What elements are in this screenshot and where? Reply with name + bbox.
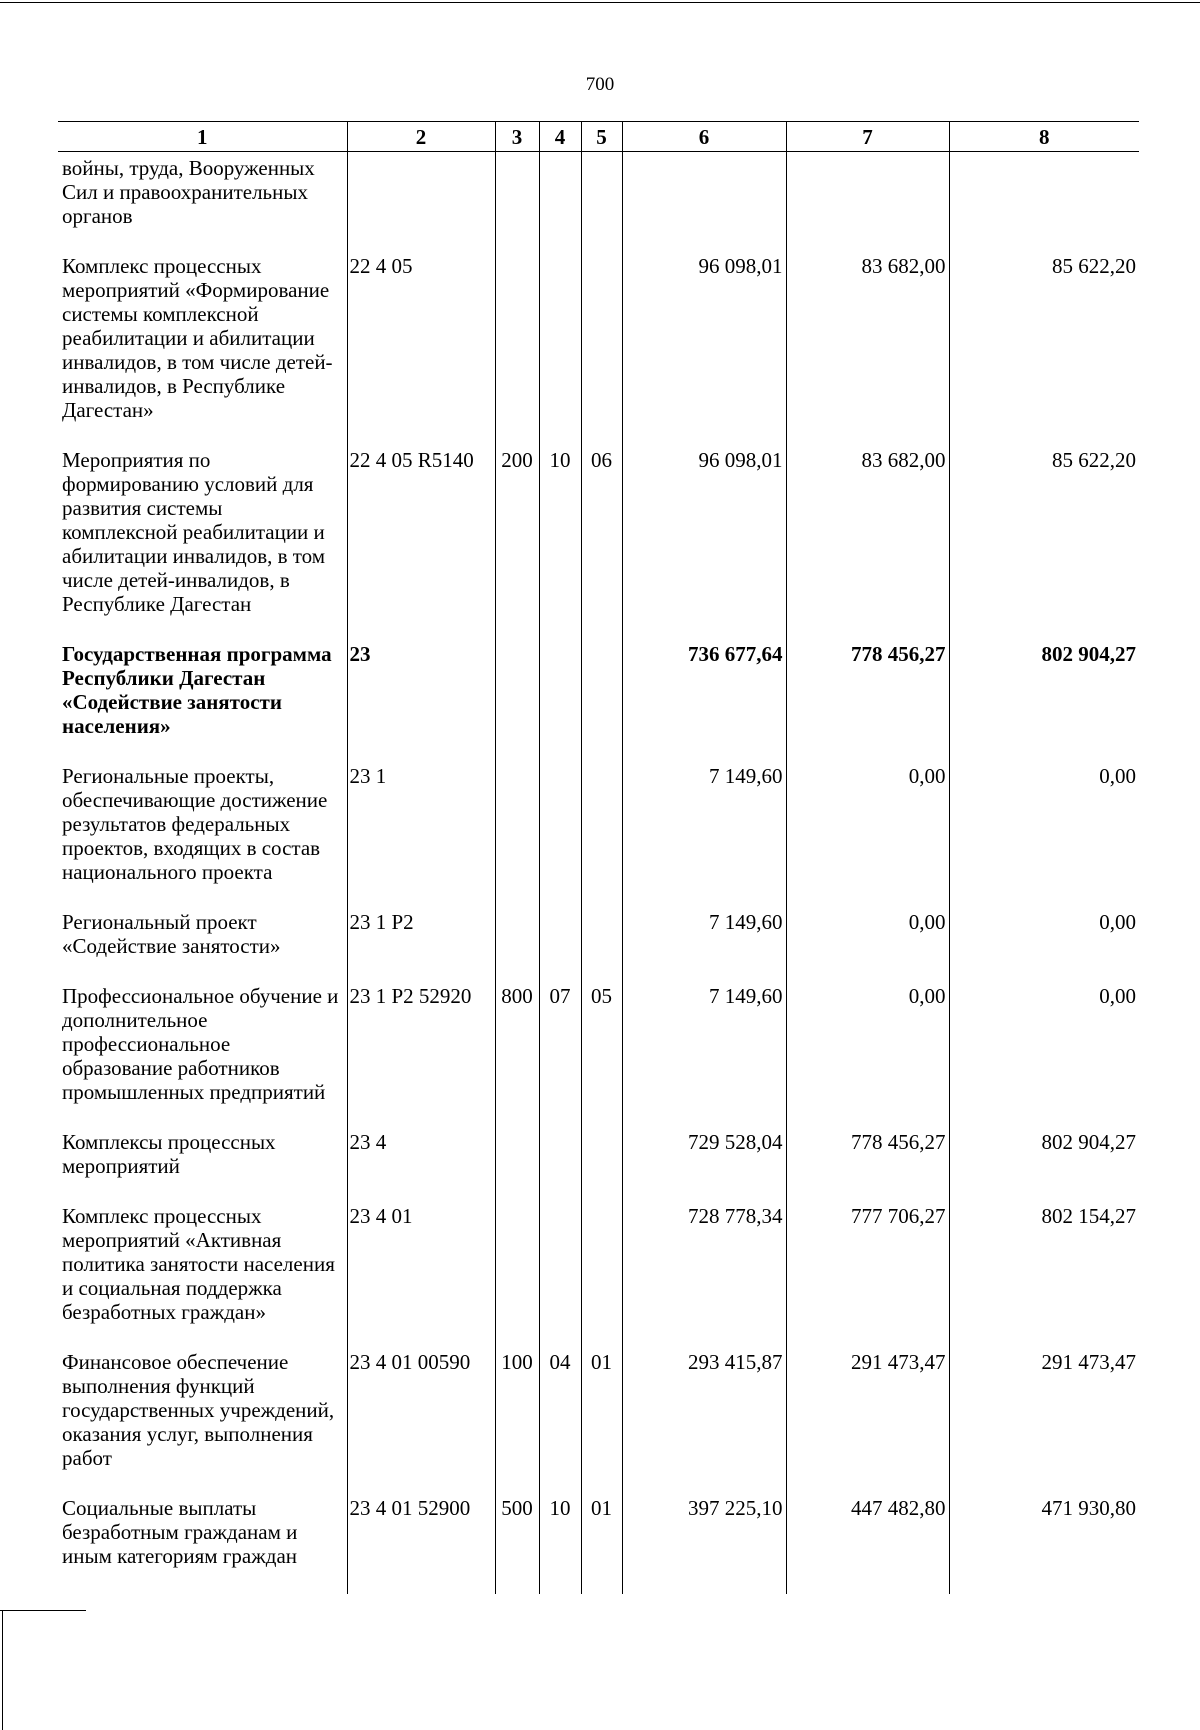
row-code-cell: 23 1 P2 [347, 910, 495, 984]
row-value8-cell: 0,00 [949, 764, 1139, 910]
row-col4-cell: 07 [539, 984, 581, 1130]
row-name-cell: Региональные проекты, обеспечивающие достижение результатов федеральных проектов, входящих в состав национального проекта [58, 764, 347, 910]
row-value7-cell: 0,00 [786, 910, 949, 984]
row-value8-cell: 471 930,80 [949, 1496, 1139, 1594]
row-value7-cell: 0,00 [786, 984, 949, 1130]
row-name-cell: Комплекс процессных мероприятий «Активная политика занятости населения и социальная поддержка безработных граждан» [58, 1204, 347, 1350]
row-code-cell: 23 1 [347, 764, 495, 910]
row-col5-cell [581, 1204, 622, 1350]
row-name-cell: Социальные выплаты безработным гражданам и иным категориям граждан [58, 1496, 347, 1594]
row-value6-cell: 728 778,34 [622, 1204, 786, 1350]
row-value8-cell: 802 904,27 [949, 642, 1139, 764]
row-name-cell: Комплексы процессных мероприятий [58, 1130, 347, 1204]
row-col3-cell [495, 764, 539, 910]
row-name-cell: войны, труда, Вооруженных Сил и правоохранительных органов [58, 152, 347, 255]
col-header-8: 8 [949, 122, 1139, 152]
row-name-cell: Комплекс процессных мероприятий «Формирование системы комплексной реабилитации и абилитации инвалидов, в том числе детей-инвалидов, в Республике Дагестан» [58, 254, 347, 448]
row-col3-cell: 100 [495, 1350, 539, 1496]
row-col4-cell [539, 642, 581, 764]
row-code-cell: 23 [347, 642, 495, 764]
row-value7-cell: 83 682,00 [786, 448, 949, 642]
row-value8-cell [949, 152, 1139, 255]
row-col3-cell [495, 254, 539, 448]
row-value8-cell: 291 473,47 [949, 1350, 1139, 1496]
row-col4-cell: 10 [539, 448, 581, 642]
row-value7-cell: 447 482,80 [786, 1496, 949, 1594]
row-value8-cell: 802 154,27 [949, 1204, 1139, 1350]
row-col4-cell [539, 910, 581, 984]
row-name-cell: Мероприятия по формированию условий для развития системы комплексной реабилитации и абилитации инвалидов, в том числе детей-инвалидов, в Республике Дагестан [58, 448, 347, 642]
row-code-cell: 23 4 01 52900 [347, 1496, 495, 1594]
col-header-6: 6 [622, 122, 786, 152]
row-code-cell: 22 4 05 [347, 254, 495, 448]
row-name-cell: Государственная программа Республики Дагестан «Содействие занятости населения» [58, 642, 347, 764]
row-value6-cell: 7 149,60 [622, 764, 786, 910]
row-col5-cell [581, 152, 622, 255]
col-header-4: 4 [539, 122, 581, 152]
table-row [58, 1496, 1139, 1594]
row-value8-cell: 85 622,20 [949, 448, 1139, 642]
row-code-cell: 22 4 05 R5140 [347, 448, 495, 642]
row-col4-cell [539, 1204, 581, 1350]
top-border-line [0, 2, 1200, 3]
row-value7-cell: 0,00 [786, 764, 949, 910]
table-row [58, 1204, 1139, 1350]
row-value8-cell: 0,00 [949, 984, 1139, 1130]
row-value6-cell: 96 098,01 [622, 448, 786, 642]
row-col4-cell: 04 [539, 1350, 581, 1496]
table-row [58, 448, 1139, 642]
row-col3-cell [495, 642, 539, 764]
table-row [58, 910, 1139, 984]
row-value7-cell: 778 456,27 [786, 642, 949, 764]
table-row [58, 1130, 1139, 1204]
col-header-7: 7 [786, 122, 949, 152]
col-header-3: 3 [495, 122, 539, 152]
col-header-2: 2 [347, 122, 495, 152]
corner-mark [0, 1610, 86, 1611]
page-number: 700 [585, 74, 615, 95]
row-code-cell: 23 4 [347, 1130, 495, 1204]
row-col4-cell [539, 764, 581, 910]
row-value6-cell: 397 225,10 [622, 1496, 786, 1594]
row-col3-cell [495, 1130, 539, 1204]
row-col3-cell [495, 1204, 539, 1350]
row-value8-cell: 85 622,20 [949, 254, 1139, 448]
row-value6-cell: 96 098,01 [622, 254, 786, 448]
row-col4-cell [539, 152, 581, 255]
row-col5-cell: 01 [581, 1350, 622, 1496]
row-col4-cell: 10 [539, 1496, 581, 1594]
table-row [58, 764, 1139, 910]
header-row [58, 122, 1139, 152]
row-col5-cell: 06 [581, 448, 622, 642]
budget-table [58, 121, 1139, 1594]
row-col5-cell [581, 254, 622, 448]
row-name-cell: Финансовое обеспечение выполнения функций государственных учреждений, оказания услуг, выполнения работ [58, 1350, 347, 1496]
row-col4-cell [539, 1130, 581, 1204]
row-value6-cell [622, 152, 786, 255]
row-code-cell [347, 152, 495, 255]
row-code-cell: 23 4 01 00590 [347, 1350, 495, 1496]
row-col4-cell [539, 254, 581, 448]
table-header [58, 122, 1139, 152]
col-header-1: 1 [58, 122, 347, 152]
row-name-cell: Профессиональное обучение и дополнительное профессиональное образование работников промышленных предприятий [58, 984, 347, 1130]
row-value7-cell [786, 152, 949, 255]
row-code-cell: 23 1 P2 52920 [347, 984, 495, 1130]
row-value7-cell: 291 473,47 [786, 1350, 949, 1496]
table-row [58, 1350, 1139, 1496]
row-col5-cell: 05 [581, 984, 622, 1130]
row-col5-cell: 01 [581, 1496, 622, 1594]
table-row [58, 152, 1139, 255]
row-value6-cell: 736 677,64 [622, 642, 786, 764]
table-body [58, 152, 1139, 1595]
table-row [58, 254, 1139, 448]
row-value7-cell: 777 706,27 [786, 1204, 949, 1350]
row-value6-cell: 729 528,04 [622, 1130, 786, 1204]
row-name-cell: Региональный проект «Содействие занятости» [58, 910, 347, 984]
row-col3-cell: 500 [495, 1496, 539, 1594]
row-col5-cell [581, 642, 622, 764]
row-col3-cell [495, 152, 539, 255]
row-value7-cell: 778 456,27 [786, 1130, 949, 1204]
row-col3-cell [495, 910, 539, 984]
corner-mark-vertical [2, 1610, 3, 1730]
row-col5-cell [581, 910, 622, 984]
row-value7-cell: 83 682,00 [786, 254, 949, 448]
row-col3-cell: 800 [495, 984, 539, 1130]
row-value6-cell: 7 149,60 [622, 910, 786, 984]
row-col3-cell: 200 [495, 448, 539, 642]
row-value8-cell: 802 904,27 [949, 1130, 1139, 1204]
row-value6-cell: 7 149,60 [622, 984, 786, 1130]
row-code-cell: 23 4 01 [347, 1204, 495, 1350]
row-value6-cell: 293 415,87 [622, 1350, 786, 1496]
row-col5-cell [581, 764, 622, 910]
row-value8-cell: 0,00 [949, 910, 1139, 984]
table-row [58, 642, 1139, 764]
col-header-5: 5 [581, 122, 622, 152]
row-col5-cell [581, 1130, 622, 1204]
table-row [58, 984, 1139, 1130]
